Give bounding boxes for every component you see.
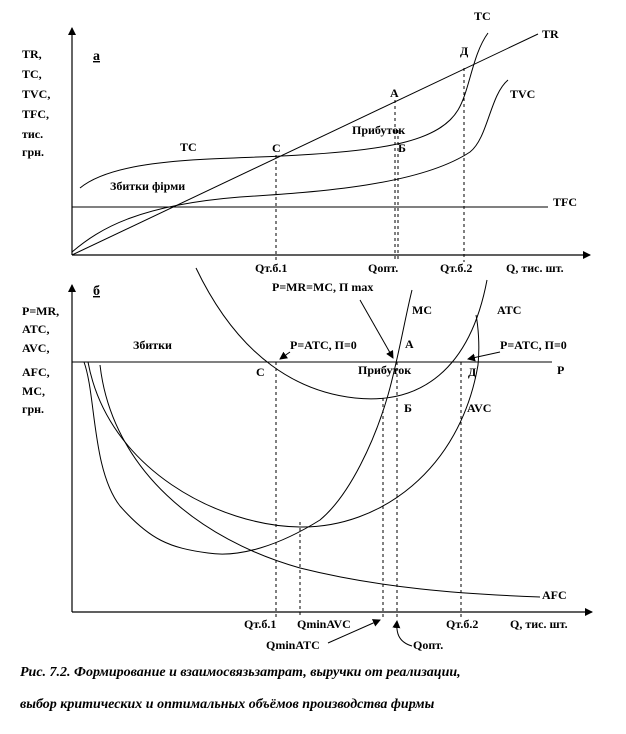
y-label-line: грн. — [22, 402, 45, 416]
y-label-line: ATC, — [22, 322, 50, 336]
price-label: P — [557, 363, 565, 377]
panel-a — [22, 9, 590, 275]
tfc-label: TFC — [553, 195, 577, 209]
y-label-line: TFC, — [22, 107, 49, 121]
y-label-line: TVC, — [22, 87, 51, 101]
afc-label: AFC — [542, 588, 567, 602]
y-label-line: TC, — [22, 67, 42, 81]
point-a-label: А — [405, 337, 414, 351]
x-axis-title: Q, тис. шт. — [506, 261, 564, 275]
x-label-qtb1: Qт.б.1 — [255, 261, 288, 275]
panel-a-y-axis-label — [22, 47, 50, 159]
x-label-qmin-avc: QminAVC — [297, 617, 351, 631]
figure-caption-line-2: выбор критических и оптимальных объёмов производства фирмы — [20, 697, 435, 712]
x-label-qtb2: Qт.б.2 — [440, 261, 473, 275]
x-label-qmin-atc: QminATC — [266, 638, 320, 652]
profit-label: Прибуток — [352, 123, 406, 137]
avc-label: AVC — [467, 401, 492, 415]
panel-b-y-axis-label — [22, 304, 59, 416]
mc-curve — [84, 290, 412, 554]
x-label-qtb2: Qт.б.2 — [446, 617, 479, 631]
panel-a-letter: а — [93, 49, 100, 64]
panel-b — [22, 268, 592, 652]
y-label-line: P=MR, — [22, 304, 60, 318]
panel-b-letter: б — [93, 284, 100, 299]
point-d-label: Д — [468, 365, 477, 379]
losses-label: Збитки — [133, 338, 172, 352]
point-c-label: С — [272, 141, 281, 155]
x-label-qopt: Qопт. — [413, 638, 444, 652]
equilibrium-arrow — [360, 300, 393, 358]
mc-label: MC — [412, 303, 432, 317]
y-label-line: MC, — [22, 384, 45, 398]
x-label-qtb1: Qт.б.1 — [244, 617, 277, 631]
qopt-arrow — [397, 621, 412, 646]
point-a-label: А — [390, 86, 399, 100]
profit-label: Прибуток — [358, 363, 412, 377]
be-left-annotation: P=ATC, П=0 — [290, 338, 357, 352]
tc-label: TC — [474, 9, 491, 23]
be-right-annotation: P=ATC, П=0 — [500, 338, 567, 352]
x-axis-title: Q, тис. шт. — [510, 617, 568, 631]
figure-caption-line-1: Рис. 7.2. Формирование и взаимосвязьзатрат, выручки от реализации, — [20, 665, 461, 680]
be-right-arrow — [468, 352, 500, 359]
losses-label: Збитки фірми — [110, 179, 186, 193]
y-label-line: TR, — [22, 47, 42, 61]
tr-line — [72, 34, 538, 255]
x-label-qopt: Qопт. — [368, 261, 399, 275]
point-c-label: С — [256, 365, 265, 379]
tvc-label: TVC — [510, 87, 536, 101]
y-label-line: тис. — [22, 127, 44, 141]
y-label-line: грн. — [22, 145, 45, 159]
point-d-label: Д — [460, 44, 469, 58]
point-b-label: Б — [398, 141, 406, 155]
point-b-label: Б — [404, 401, 412, 415]
be-left-arrow — [280, 352, 290, 359]
equilibrium-annotation: P=MR=MC, П max — [272, 280, 374, 294]
y-label-line: AFC, — [22, 365, 50, 379]
atc-label: ATC — [497, 303, 522, 317]
tc-curve — [80, 33, 488, 188]
y-label-line: AVC, — [22, 341, 50, 355]
tc-left-label: TC — [180, 140, 197, 154]
tr-label: TR — [542, 27, 559, 41]
